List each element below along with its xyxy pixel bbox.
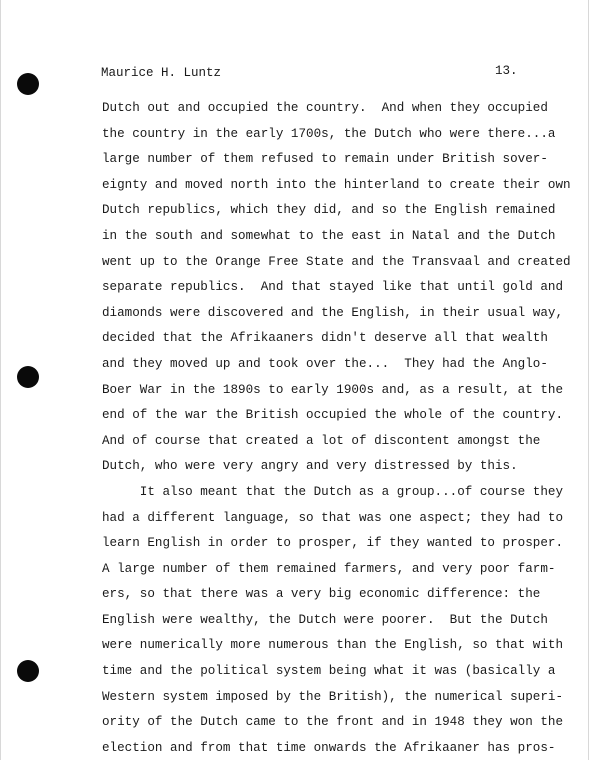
text-line: were numerically more numerous than the English, so that with [102, 638, 564, 653]
binder-hole-top [17, 73, 39, 95]
text-line: had a different language, so that was one aspect; they had to [102, 510, 564, 525]
page-number: 13. [495, 64, 518, 78]
header-author: Maurice H. Luntz [101, 66, 222, 80]
text-line: Dutch out and occupied the country. And when they occupied [102, 101, 548, 115]
text-line: the country in the early 1700s, the Dutch who were there...a [102, 126, 556, 141]
binder-hole-bottom [17, 660, 39, 682]
text-line: Boer War in the 1890s to early 1900s and, as a result, at the [102, 382, 564, 397]
text-line: large number of them refused to remain under British sover- [102, 152, 548, 167]
text-line: A large number of them remained farmers, and very poor farm- [102, 561, 556, 576]
text-line: ority of the Dutch came to the front and in 1948 they won the [102, 715, 564, 730]
text-line: Dutch, who were very angry and very distressed by this. [102, 459, 518, 474]
text-line: time and the political system being what it was (basically a [102, 664, 556, 679]
text-line: diamonds were discovered and the English, in their usual way, [102, 305, 564, 320]
page-left-edge [0, 0, 1, 760]
text-line: election and from that time onwards the Afrikaaner has pros- [102, 740, 556, 755]
text-line: learn English in order to prosper, if they wanted to prosper. [102, 536, 564, 551]
text-line: went up to the Orange Free State and the Transvaal and created [102, 254, 571, 269]
text-line: English were wealthy, the Dutch were poorer. But the Dutch [102, 612, 548, 627]
text-line: in the south and somewhat to the east in Natal and the Dutch [102, 228, 556, 243]
text-line: separate republics. And that stayed like that until gold and [102, 280, 564, 295]
text-line: and they moved up and took over the... They had the Anglo- [102, 356, 548, 371]
text-line: Dutch republics, which they did, and so the English remained [102, 203, 556, 218]
text-line: decided that the Afrikaaners didn't deserve all that wealth [102, 331, 548, 346]
text-line: ers, so that there was a very big economic difference: the [102, 587, 541, 602]
body-text [102, 96, 571, 761]
text-line: eignty and moved north into the hinterland to create their own [102, 177, 571, 192]
text-line: Western system imposed by the British), the numerical superi- [102, 689, 564, 704]
text-line: And of course that created a lot of discontent amongst the [102, 433, 541, 448]
text-line: end of the war the British occupied the whole of the country. [102, 408, 564, 423]
text-line: It also meant that the Dutch as a group...of course they [102, 484, 564, 499]
binder-hole-middle [17, 366, 39, 388]
